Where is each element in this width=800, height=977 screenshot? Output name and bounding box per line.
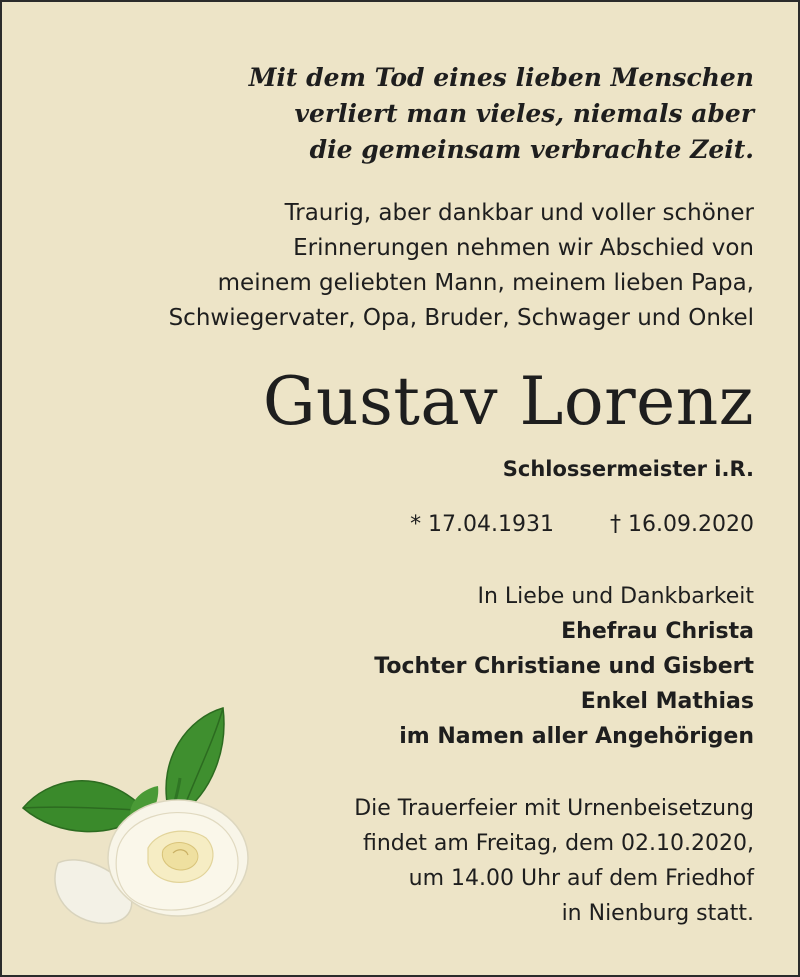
birth-date: * 17.04.1931	[410, 512, 555, 537]
intro-line: Erinnerungen nehmen wir Abschied von	[293, 235, 754, 261]
quote-line: Mit dem Tod eines lieben Menschen	[248, 63, 754, 92]
deceased-name: Gustav Lorenz	[262, 363, 754, 440]
funeral-line: um 14.00 Uhr auf dem Friedhof	[408, 866, 754, 891]
family-lead: In Liebe und Dankbarkeit	[477, 584, 754, 609]
quote-line: verliert man vieles, niemals aber	[294, 99, 754, 128]
family-member: im Namen aller Angehörigen	[399, 724, 754, 749]
intro-line: Schwiegervater, Opa, Bruder, Schwager und Onkel	[168, 305, 754, 331]
intro-text	[169, 196, 754, 336]
quote-block	[249, 60, 754, 168]
death-date: † 16.09.2020	[610, 512, 754, 537]
funeral-line: findet am Freitag, dem 02.10.2020,	[362, 831, 754, 856]
family-member: Enkel Mathias	[580, 689, 754, 714]
quote-line: die gemeinsam verbrachte Zeit.	[309, 135, 754, 164]
funeral-info	[354, 791, 754, 931]
white-rose-icon	[18, 698, 258, 928]
funeral-line: Die Trauerfeier mit Urnenbeisetzung	[354, 796, 754, 821]
life-dates	[410, 509, 754, 541]
family-member: Tochter Christiane und Gisbert	[374, 654, 754, 679]
funeral-line: in Nienburg statt.	[561, 901, 754, 926]
intro-line: Traurig, aber dankbar und voller schöner	[284, 200, 754, 226]
family-signature	[374, 579, 754, 754]
family-member: Ehefrau Christa	[561, 619, 754, 644]
deceased-title: Schlossermeister i.R.	[502, 457, 754, 481]
intro-line: meinem geliebten Mann, meinem lieben Papa,	[217, 270, 754, 296]
